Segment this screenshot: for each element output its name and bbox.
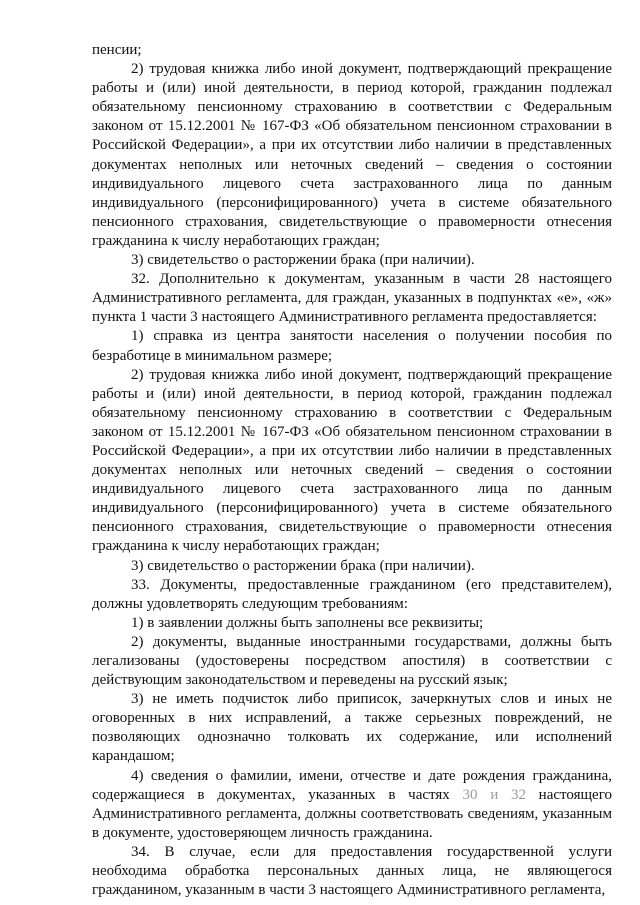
parts-reference: 30 и 32 [462,786,526,803]
paragraph-4-part2: настоящего Административного регламента, должны соответствовать сведениям, указанным в документе, удостоверяющем личность гражданина. [92,786,612,841]
paragraph: 32. Дополнительно к документам, указанным в части 28 настоящего Административного регламента, для граждан, указанных в подпунктах «е», «ж» пункта 1 части 3 настоящего Административного регламента предоставляется: [92,271,612,326]
paragraph: 3) не иметь подчисток либо приписок, зачеркнутых слов и иных не оговоренных в них исправлений, а также серьезных повреждений, не позволяющих однозначно толковать их содержание, или исполнений карандашом; [92,691,612,765]
paragraph: 2) документы, выданные иностранными государствами, должны быть легализованы (удостоверены посредством апостиля) в соответствии с действующим законодательством и переведены на русский язык; [92,633,612,689]
paragraph: 3) свидетельство о расторжении брака (при наличии). [131,557,475,574]
paragraph-4 [92,767,612,843]
paragraph: пенсии; [92,42,142,58]
paragraph: 1) в заявлении должны быть заполнены все реквизиты; [131,614,484,631]
paragraph: 2) трудовая книжка либо иной документ, подтверждающий прекращение работы и (или) иной деятельности, в период которой, гражданин подлежал обязательному пенсионному страхованию в соответствии с Федеральным законом от 15.12.2001 № 167-ФЗ «Об обязательном пенсионном страховании в Российской Федерации», а при их отсутствии либо наличии в представленных документах неполных или неточных сведений – сведения о состоянии индивидуального лицевого счета застрахованного лица по данным индивидуального (персонифицированного) учета в системе обязательного пенсионного страхования, свидетельствующие о правомерности отнесения гражданина к числу неработающих граждан; [92,366,612,555]
paragraph-4-part1: 4) сведения о фамилии, имени, отчестве и дате рождения гражданина, содержащиеся в документах, указанных в частях [92,767,612,803]
paragraph: 33. Документы, предоставленные гражданином (его представителем), должны удовлетворять следующим требованиям: [92,576,612,612]
paragraph: 3) свидетельство о расторжении брака (при наличии). [131,252,475,269]
document-page [92,41,612,900]
paragraph: 2) трудовая книжка либо иной документ, подтверждающий прекращение работы и (или) иной деятельности, в период которой, гражданин подлежал обязательному пенсионному страхованию в соответствии с Федеральным законом от 15.12.2001 № 167-ФЗ «Об обязательном пенсионном страховании в Российской Федерации», а при их отсутствии либо наличии в представленных документах неполных или неточных сведений – сведения о состоянии индивидуального лицевого счета застрахованного лица по данным индивидуального (персонифицированного) учета в системе обязательного пенсионного страхования, свидетельствующие о правомерности отнесения гражданина к числу неработающих граждан; [92,61,612,249]
paragraph-34: 34. В случае, если для предоставления государственной услуги необходима обработка персональных данных лица, не являющегося гражданином, указанным в части 3 настоящего Административного регламента, [92,843,612,899]
paragraph: 1) справка из центра занятости населения о получении пособия по безработице в минимальном размере; [92,328,612,364]
